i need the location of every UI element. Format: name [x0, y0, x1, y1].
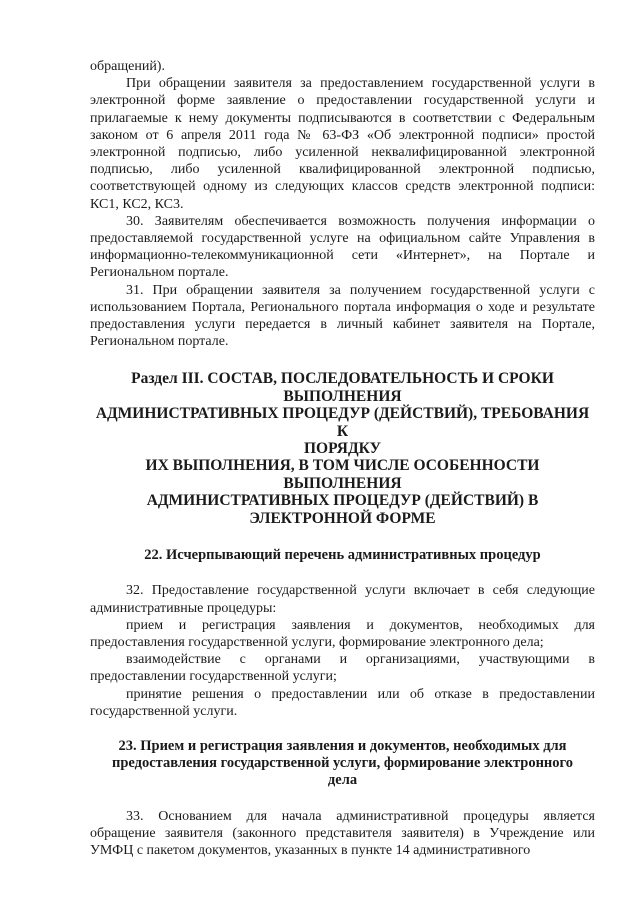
paragraph-31: 31. При обращении заявителя за получением государственной услуги с использованием Портала, Регионального портала информация о ходе и результате предоставления услуги передается в личный кабинет заявителя на Портале, Региональном портале.: [90, 282, 595, 350]
subsection-22-title-text: 22. Исчерпывающий перечень административных процедур: [144, 547, 541, 564]
procedure-item-interaction: взаимодействие с органами и организациями, участвующими в предоставлении государственной услуги;: [90, 652, 595, 685]
section-title-line: ПОРЯДКУ: [304, 440, 381, 458]
spacer: [90, 564, 595, 582]
subsection-23-title: [90, 738, 595, 790]
section-title-line: ВЫПОЛНЕНИЯ: [283, 387, 402, 405]
section-title-line: АДМИНИСТРАТИВНЫХ ПРОЦЕДУР (ДЕЙСТВИЙ), ТРЕБОВАНИЯ К: [95, 405, 590, 440]
section-3-title: [90, 370, 595, 527]
paragraph-33: 33. Основанием для начала административной процедуры является обращение заявителя (законного представителя заявителя) в Учреждение или УМФЦ с пакетом документов, указанных в пункте 14 административного: [90, 808, 595, 858]
paragraph-30: 30. Заявителям обеспечивается возможность получения информации о предоставляемой государственной услуге на официальном сайте Управления в информационно-телекоммуникационной сети «Интернет», на Портале и Региональном портале.: [90, 213, 595, 281]
document-page: [90, 58, 595, 859]
paragraph-32: 32. Предоставление государственной услуги включает в себя следующие административные процедуры:: [90, 583, 595, 616]
section-title-line: ЭЛЕКТРОННОЙ ФОРМЕ: [249, 509, 436, 527]
spacer: [90, 790, 595, 808]
procedure-item-reception: прием и регистрация заявления и документов, необходимых для предоставления государственной услуги, формирование электронного дела;: [90, 617, 595, 650]
subsection-22-title: [90, 547, 595, 564]
subsection-23-title-line: дела: [327, 772, 358, 789]
section-title-line: ИХ ВЫПОЛНЕНИЯ, В ТОМ ЧИСЛЕ ОСОБЕННОСТИ ВЫПОЛНЕНИЯ: [145, 457, 540, 492]
subsection-23-title-line: 23. Прием и регистрация заявления и документов, необходимых для: [118, 737, 567, 754]
procedure-item-decision: принятие решения о предоставлении или об отказе в предоставлении государственной услуги.: [90, 686, 595, 719]
section-title-line: Раздел III. СОСТАВ, ПОСЛЕДОВАТЕЛЬНОСТЬ И СРОКИ: [131, 370, 554, 388]
paragraph-continuation: обращений).: [90, 59, 165, 74]
section-title-line: АДМИНИСТРАТИВНЫХ ПРОЦЕДУР (ДЕЙСТВИЙ) В: [146, 492, 539, 510]
subsection-23-title-line: предоставления государственной услуги, формирование электронного: [111, 755, 574, 772]
paragraph-29-electronic-signature: При обращении заявителя за предоставлением государственной услуги в электронной форме заявление о предоставлении государственной услуги и прилагаемые к нему документы подписываются в соответствии с Федеральным законом от 6 апреля 2011 года № 63-ФЗ «Об электронной подписи» простой электронной подписью, либо усиленной неквалифицированной электронной подписью, либо усиленной квалифицированной электронной подписью, соответствующей одному из следующих классов средств электронной подписи: КС1, КС2, КС3.: [90, 76, 595, 212]
